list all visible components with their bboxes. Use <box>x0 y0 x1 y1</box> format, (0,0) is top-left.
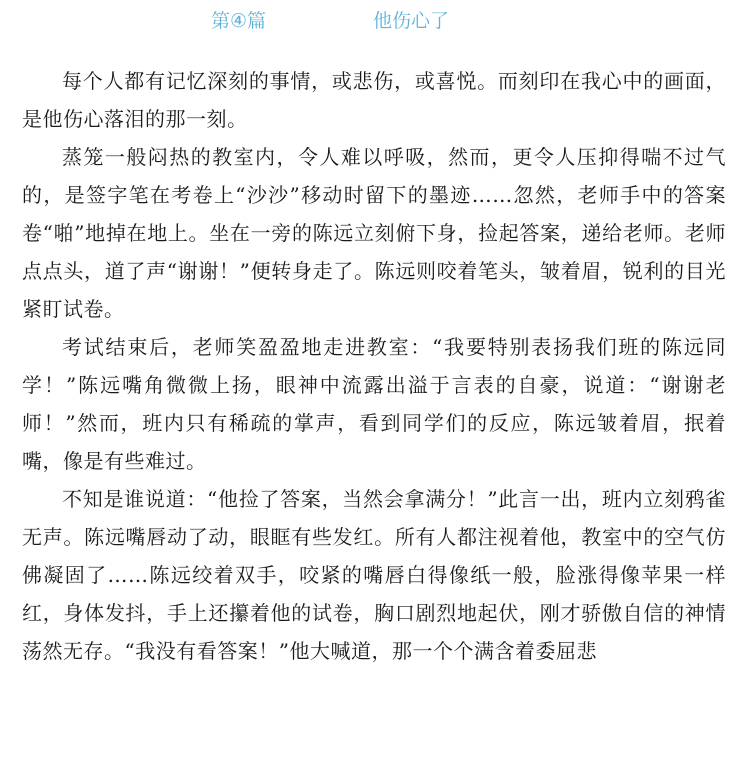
paragraph-3: 考试结束后，老师笑盈盈地走进教室：“我要特别表扬我们班的陈远同学！”陈远嘴角微微上扬，眼神中流露出溢于言表的自豪，说道：“谢谢老师！”然而，班内只有稀疏的掌声，看到同学们的反应，陈远皱着眉，抿着嘴，像是有些难过。 <box>22 335 726 473</box>
article-number: 第④篇 <box>211 10 267 32</box>
paragraph-2: 蒸笼一般闷热的教室内，令人难以呼吸，然而，更令人压抑得喘不过气的，是签字笔在考卷上“沙沙”移动时留下的墨迹……忽然，老师手中的答案卷“啪”地掉在地上。坐在一旁的陈远立刻俯下身，捡起答案，递给老师。老师点点头，道了声“谢谢！”便转身走了。陈远则咬着笔头，皱着眉，锐利的目光紧盯试卷。 <box>22 145 726 321</box>
article-header <box>0 6 736 36</box>
paragraph-4: 不知是谁说道：“他捡了答案，当然会拿满分！”此言一出，班内立刻鸦雀无声。陈远嘴唇动了动，眼眶有些发红。所有人都注视着他，教室中的空气仿佛凝固了……陈远绞着双手，咬紧的嘴唇白得像纸一般，脸涨得像苹果一样红，身体发抖，手上还攥着他的试卷，胸口剧烈地起伏，刚才骄傲自信的神情荡然无存。“我没有看答案！”他大喊道，那一个个满含着委屈悲 <box>22 487 726 663</box>
article-title: 他伤心了 <box>373 10 450 32</box>
paragraph-1: 每个人都有记忆深刻的事情，或悲伤，或喜悦。而刻印在我心中的画面，是他伤心落泪的那一刻。 <box>22 69 726 131</box>
article-body <box>22 62 726 670</box>
